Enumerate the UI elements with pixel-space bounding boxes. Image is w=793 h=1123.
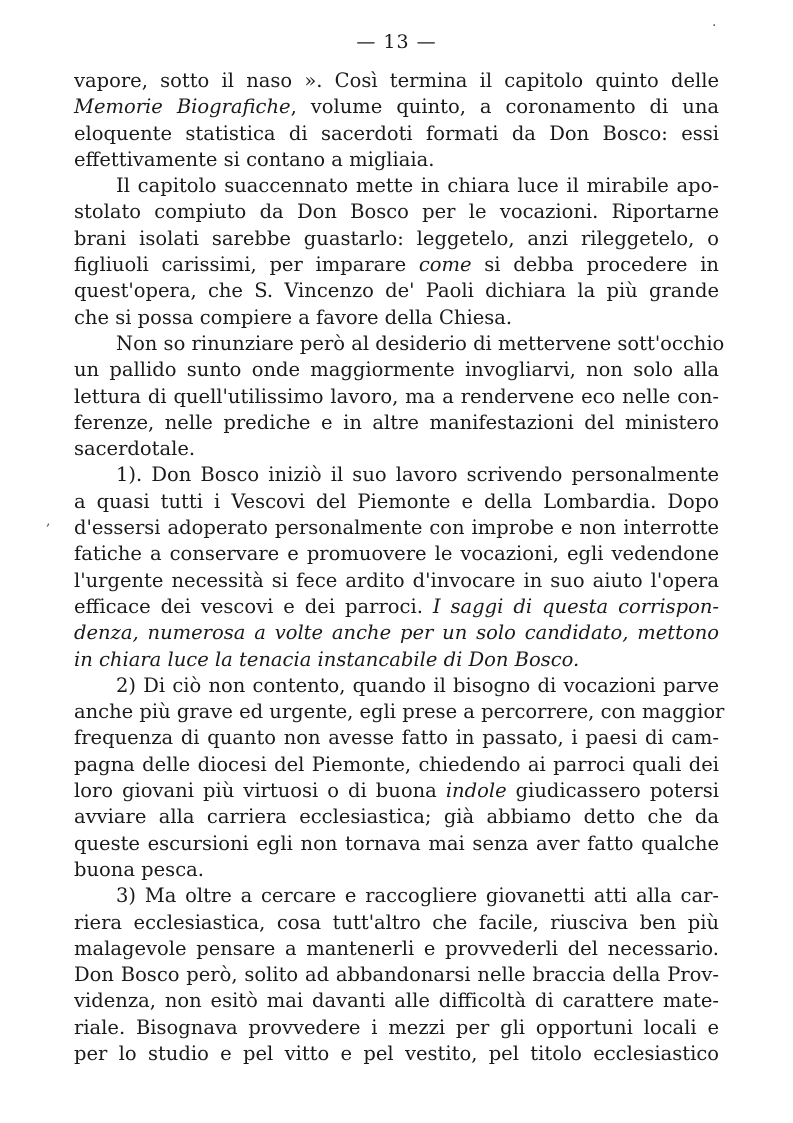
text-line [74,436,719,462]
text-run: sacerdotale. [74,437,196,461]
text-run: giudicassero potersi [506,779,719,803]
text-line [74,1015,719,1041]
text-line [74,489,719,515]
italic-text: Memorie Biografiche [74,95,291,119]
text-line [74,278,719,304]
text-run: pagna delle diocesi del Piemonte, chiedendo ai parroci quali dei [74,752,719,776]
text-line [74,199,719,225]
italic-text: come [418,253,472,277]
text-run: buona pesca. [74,857,204,881]
text-line [74,752,719,778]
text-line [74,857,719,883]
text-run: riera ecclesiastica, cosa tutt'altro che facile, riusciva ben più [74,910,719,934]
text-run: l'urgente necessità si fece ardito d'invocare in suo aiuto l'opera [74,568,719,592]
text-line [74,226,719,252]
text-line [74,147,719,173]
page-number: — 13 — [356,31,437,53]
text-line [74,883,719,909]
book-page [74,30,725,1110]
text-line [74,410,719,436]
text-run: 3) Ma oltre a cercare e raccogliere giovanetti atti alla car- [116,884,719,908]
text-line [74,962,719,988]
text-line [74,725,719,751]
text-run: riale. Bisognava provvedere i mezzi per gli opportuni locali e [74,1015,719,1039]
text-line [74,804,719,830]
text-line [74,936,719,962]
text-line [74,462,719,488]
text-run: loro giovani più virtuosi o di buona [74,779,446,803]
text-run: un pallido sunto onde maggiormente invogliarvi, non solo alla [74,358,719,382]
text-run: 2) Di ciò non contento, quando il bisogno di vocazioni parve [116,673,719,697]
paragraph [74,173,719,331]
text-line [74,305,719,331]
text-line [74,1041,719,1067]
text-line [74,515,719,541]
text-line [74,357,719,383]
text-run: per lo studio e pel vitto e pel vestito, pel titolo ecclesiastico [74,1041,719,1065]
text-run: fatiche a conservare e promuovere le vocazioni, egli vedendone [74,542,719,566]
text-line [74,568,719,594]
paragraph [74,331,725,462]
text-run: malagevole pensare a mantenerli e provvederli del necessario. [74,936,719,960]
text-line [74,94,719,120]
text-line [74,68,719,94]
italic-text: in chiara luce la tenacia instancabile di Don Bosco. [74,647,580,671]
text-run: effettivamente si contano a migliaia. [74,147,435,171]
paragraph [74,68,719,173]
text-line [74,620,719,646]
text-run: Non so rinunziare però al desiderio di mettervene sott'occhio [116,331,725,355]
margin-mark: · [712,18,717,34]
text-run: stolato compiuto da Don Bosco per le vocazioni. Riportarne [74,200,719,224]
text-run: a quasi tutti i Vescovi del Piemonte e della Lombardia. Dopo [74,489,719,513]
text-run: avviare alla carriera ecclesiastica; già abbiamo detto che da [74,805,719,829]
text-run: eloquente statistica di sacerdoti formati da Don Bosco: essi [74,121,719,145]
text-run: , volume quinto, a coronamento di una [290,95,719,119]
text-run: che si possa compiere a favore della Chiesa. [74,305,513,329]
text-line [74,173,719,199]
italic-text: denza, numerosa a volte anche per un solo candidato, mettono [74,621,719,645]
paragraph [74,462,719,672]
text-run: Don Bosco però, solito ad abbandonarsi nelle braccia della Prov- [74,963,719,987]
text-line [74,673,719,699]
text-line [74,699,725,725]
text-line [74,121,719,147]
text-line [74,594,719,620]
body-text [74,68,725,1067]
text-line [74,331,725,357]
text-run: ferenze, nelle prediche e in altre manifestazioni del ministero [74,410,719,434]
text-run: frequenza di quanto non avesse fatto in passato, i paesi di cam- [74,726,719,750]
text-run: efficace dei vescovi e dei parroci. [74,594,433,618]
text-line [74,384,719,410]
text-line [74,910,719,936]
text-run: quest'opera, che S. Vincenzo de' Paoli dichiara la più grande [74,279,719,303]
text-run: videnza, non esitò mai davanti alle difficoltà di carattere mate- [74,989,719,1013]
text-run: anche più grave ed urgente, egli prese a percorrere, con maggior [74,700,725,724]
paragraph [74,673,725,883]
text-run: brani isolati sarebbe guastarlo: leggetelo, anzi rileggetelo, o [74,226,719,250]
text-run: lettura di quell'utilissimo lavoro, ma a rendervene eco nelle con- [74,384,719,408]
text-run: queste escursioni egli non tornava mai senza aver fatto qualche [74,831,719,855]
italic-text: indole [445,779,507,803]
text-run: vapore, sotto il naso ». Così termina il capitolo quinto delle [74,69,719,92]
text-line [74,252,719,278]
text-run: si debba procedere in [471,253,719,277]
text-line [74,541,719,567]
text-run: figliuoli carissimi, per imparare [74,253,419,277]
text-line [74,778,719,804]
text-line [74,988,719,1014]
text-run: Il capitolo suaccennato mette in chiara luce il mirabile apo- [116,174,719,198]
text-run: d'essersi adoperato personalmente con improbe e non interrotte [74,516,719,540]
text-line [74,831,719,857]
italic-text: I saggi di questa corrispon- [432,594,719,618]
text-run: 1). Don Bosco iniziò il suo lavoro scrivendo personalmente [116,463,719,487]
paragraph [74,883,719,1067]
text-line [74,647,719,673]
margin-mark: , [46,513,51,529]
